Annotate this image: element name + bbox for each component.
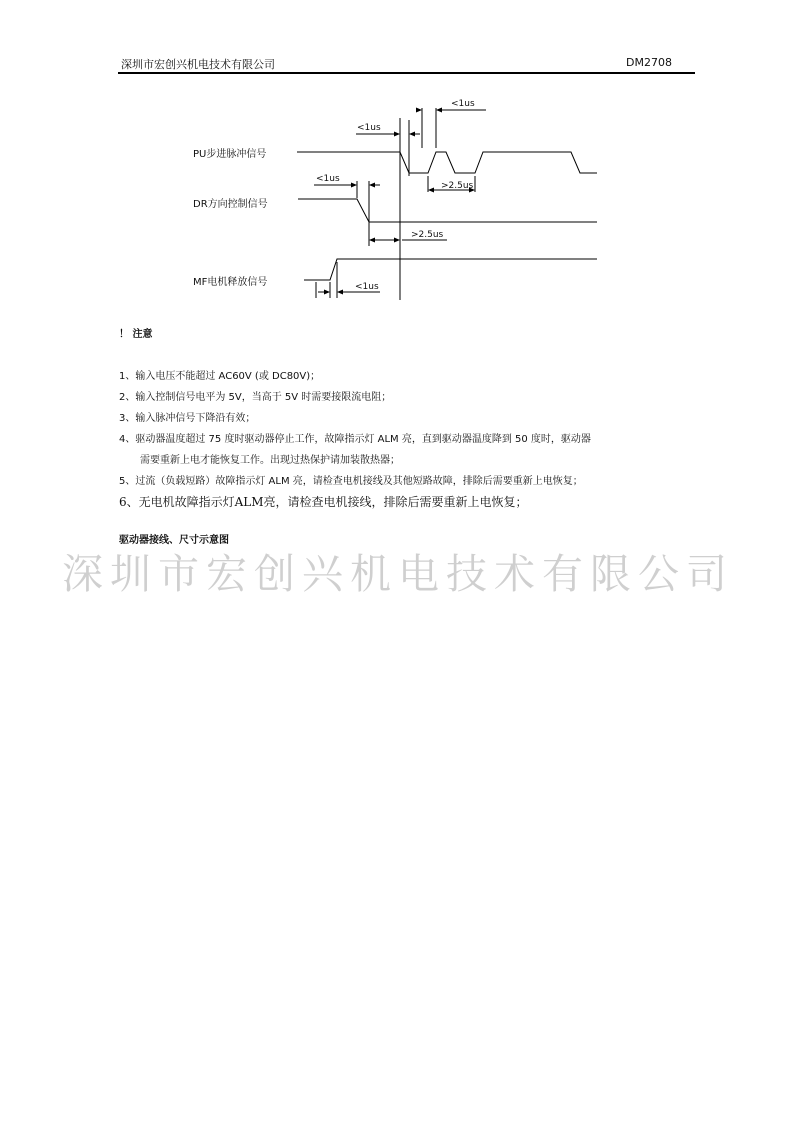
note-item-4-continued: 需要重新上电才能恢复工作。出现过热保护请加装散热器；: [140, 455, 400, 466]
signal-label-mf: MF电机释放信号: [193, 277, 268, 288]
header-divider: [118, 72, 695, 74]
annotation-lt1-mf: <1us: [355, 282, 379, 292]
signal-label-dr: DR方向控制信号: [193, 199, 268, 210]
signal-label-pu: PU步进脉冲信号: [193, 149, 267, 160]
note-item-1: 1、输入电压不能超过 AC60V (或 DC80V)；: [119, 371, 321, 382]
pu-waveform: [297, 152, 597, 173]
notes-list: [119, 366, 699, 513]
dr-waveform: [298, 199, 597, 222]
note-item-3: 3、输入脉冲信号下降沿有效；: [119, 413, 256, 424]
annotation-lt1-top: <1us: [451, 99, 475, 109]
note-item-6: 6、无电机故障指示灯ALM亮，请检查电机接线，排除后需要重新上电恢复；: [119, 495, 528, 509]
annotation-lt1-pu: <1us: [357, 123, 381, 133]
header-company: 深圳市宏创兴机电技术有限公司: [121, 58, 275, 71]
note-item-2: 2、输入控制信号电平为 5V，当高于 5V 时需要接限流电阻；: [119, 392, 392, 403]
wiring-title: 驱动器接线、尺寸示意图: [119, 535, 229, 546]
header-model: DM2708: [626, 56, 672, 69]
note-item-5: 5、过流（负载短路）故障指示灯 ALM 亮，请检查电机接线及其他短路故障，排除后需要重新上电恢复；: [119, 476, 583, 487]
annotation-gt25-dr: >2.5us: [411, 230, 444, 240]
note-item-4: 4、驱动器温度超过 75 度时驱动器停止工作，故障指示灯 ALM 亮，直到驱动器温度降到 50 度时，驱动器: [119, 434, 591, 445]
annotation-gt25-pu: >2.5us: [441, 181, 474, 191]
watermark: 深圳市宏创兴机电技术有限公司: [62, 550, 734, 598]
mf-waveform: [304, 259, 597, 280]
notes-title: ！ 注意: [119, 329, 153, 340]
timing-diagram: [185, 95, 605, 305]
annotation-lt1-dr: <1us: [316, 174, 340, 184]
